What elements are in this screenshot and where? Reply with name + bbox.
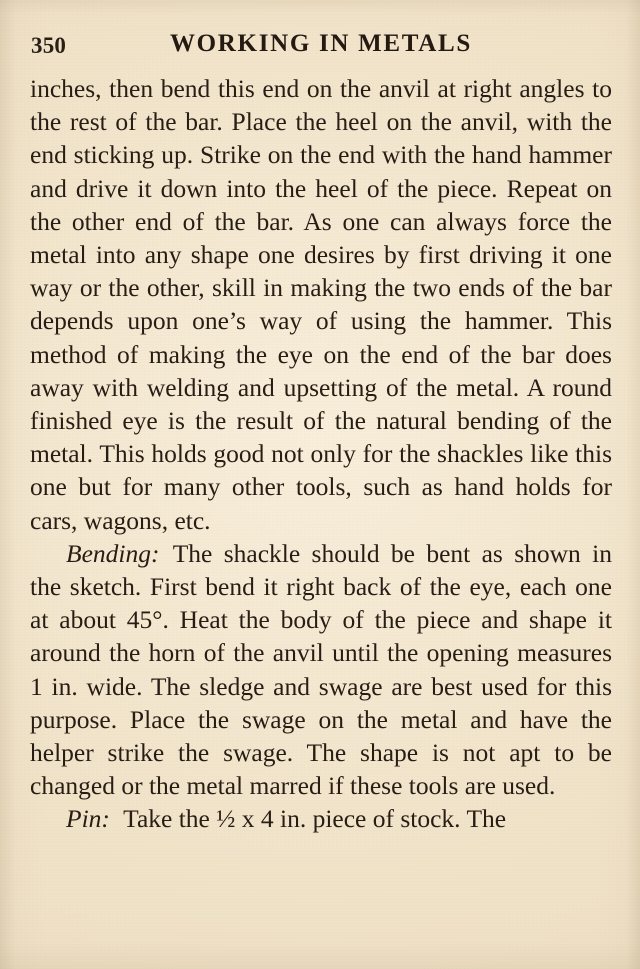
paragraph-body: Take the ½ x 4 in. piece of stock. The: [123, 804, 507, 834]
page-number: 350: [31, 33, 67, 58]
runin-heading-bending: Bending:: [66, 538, 160, 568]
paragraph-bending: [30, 537, 612, 803]
paragraph-continued-from-previous-page: [30, 72, 612, 537]
running-head: [30, 30, 612, 64]
body-text: [30, 72, 612, 836]
paragraph-pin: [30, 802, 612, 835]
page-content: [30, 0, 612, 969]
paragraph-body: inches, then bend this end on the anvil at right angles to the rest of the bar. Place the heel on the anvil, with the end sticking up. Strike on the end with the hand hammer and drive it down into the heel of the piece. Repeat on the other end of the bar. As one can always force the metal into any shape one desires by first driving it one way or the other, skill in making the two ends of the bar depends upon one’s way of using the hammer. This method of making the eye on the end of the bar does away with welding and upsetting of the metal. A round finished eye is the result of the natural bending of the metal. This holds good not only for the shackles like this one but for many other tools, such as hand holds for cars, wagons, etc.: [30, 74, 612, 535]
runin-heading-pin: Pin:: [66, 804, 110, 834]
running-head-title: WORKING IN METALS: [169, 30, 473, 57]
paragraph-body: The shackle should be bent as shown in the sketch. First bend it right back of the eye, each one at about 45°. Heat the body of the piece and shape it around the horn of the anvil until the opening measures 1 in. wide. The sledge and swage are best used for this purpose. Place the swage on the metal and have the helper strike the swage. The shape is not apt to be changed or the metal marred if these tools are used.: [30, 538, 612, 801]
